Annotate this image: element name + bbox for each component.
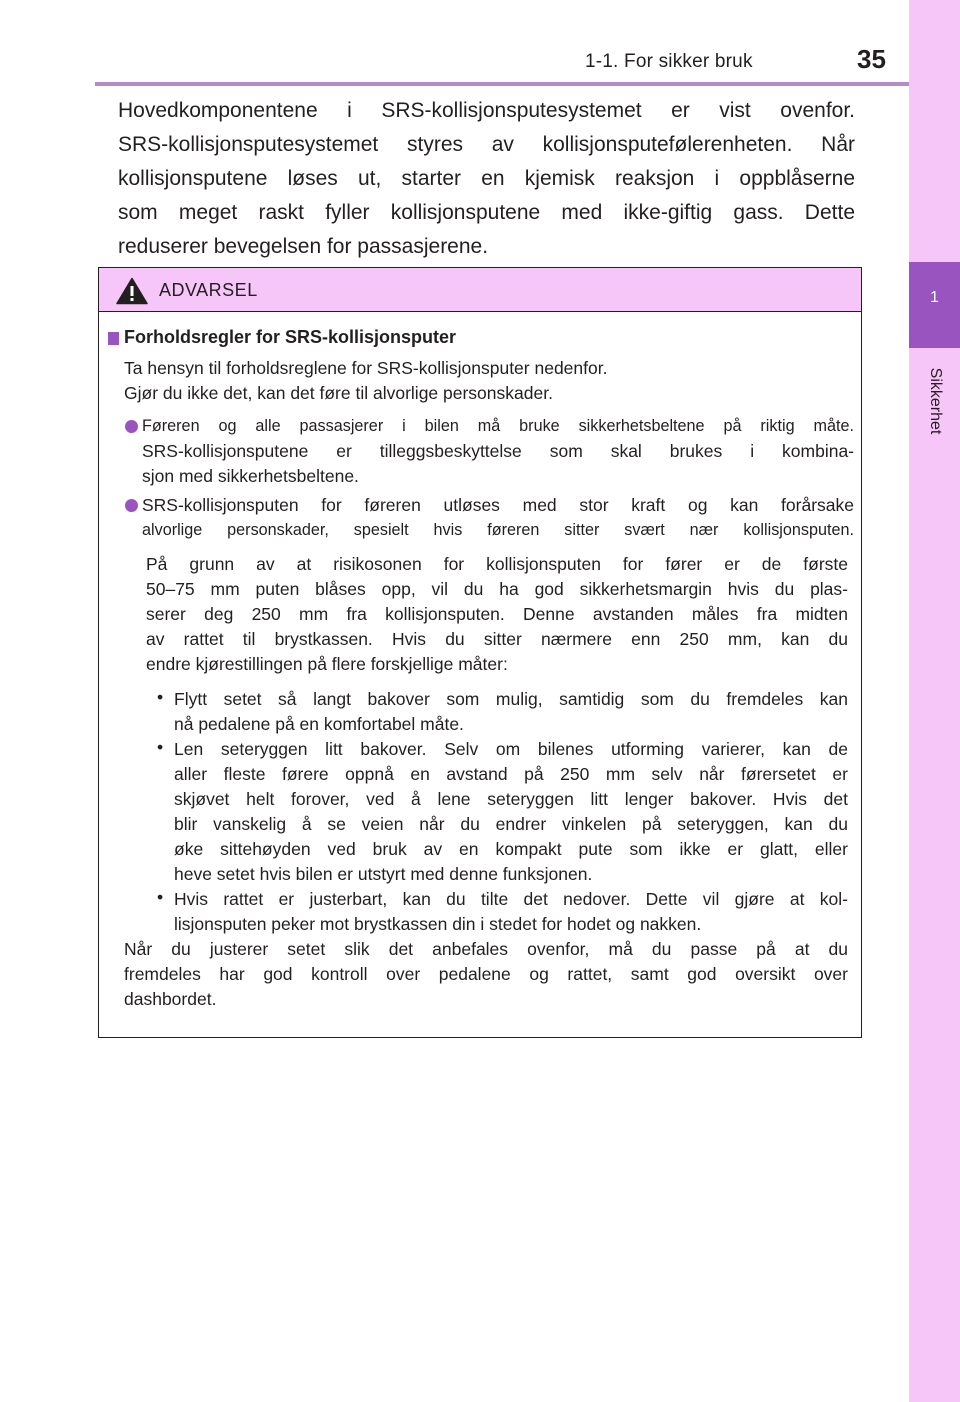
bullet-item-3 <box>174 887 848 937</box>
intro-line: Hovedkomponentene i SRS-kollisjonsputesystemet er vist ovenfor. <box>118 99 855 122</box>
intro-line: SRS-kollisjonsputesystemet styres av kollisjonsputefølerenheten. Når <box>118 133 855 156</box>
bullet-item-2 <box>174 737 848 887</box>
round-bullet-icon <box>125 420 138 433</box>
square-bullet-icon <box>108 332 119 345</box>
bullet-line: skjøvet helt forover, ved å lene seteryggen litt lenger bakover. Hvis det <box>174 789 848 809</box>
bullet-line: Len seteryggen litt bakover. Selv om bilenes utforming varierer, kan de <box>174 739 848 759</box>
paragraph-line: av rattet til brystkassen. Hvis du sitter nærmere enn 250 mm, kan du <box>146 629 848 649</box>
point-line: Føreren og alle passasjerer i bilen må bruke sikkerhetsbeltene på riktig måte. <box>142 417 854 435</box>
page-number: 35 <box>857 44 886 74</box>
bullet-marker: • <box>157 887 164 907</box>
bullet-line: lisjonsputen peker mot brystkassen din i stedet for hodet og nakken. <box>174 914 702 934</box>
bullet-line: Hvis rattet er justerbart, kan du tilte det nedover. Dette vil gjøre at kol- <box>174 889 848 909</box>
paragraph-line: På grunn av at risikosonen for kollisjonsputen for fører er de første <box>146 554 848 574</box>
warning-header <box>99 268 861 312</box>
warning-closing <box>124 937 848 1012</box>
round-bullet-icon <box>125 499 138 512</box>
warning-box <box>98 267 862 1038</box>
bullet-line: nå pedalene på en komfortabel måte. <box>174 714 464 734</box>
bullet-line: blir vanskelig å se veien når du endrer vinkelen på seteryggen, kan du <box>174 814 848 834</box>
point-line: alvorlige personskader, spesielt hvis føreren sitter svært nær kollisjonsputen. <box>142 521 854 539</box>
side-tab-strip <box>909 0 960 1402</box>
intro-line: reduserer bevegelsen for passasjerene. <box>118 235 489 258</box>
closing-line: fremdeles har god kontroll over pedalene og rattet, samt god oversikt over <box>124 964 848 984</box>
bullet-marker: • <box>157 737 164 757</box>
point-line: SRS-kollisjonsputen for føreren utløses med stor kraft og kan forårsake <box>142 495 854 515</box>
section-title: 1-1. For sikker bruk <box>585 51 753 72</box>
closing-line: Når du justerer setet slik det anbefales ovenfor, må du passe på at du <box>124 939 848 959</box>
warning-intro-line: Gjør du ikke det, kan det føre til alvorlige personskader. <box>124 383 553 403</box>
bullet-line: heve setet hvis bilen er utstyrt med denne funksjonen. <box>174 864 593 884</box>
closing-line: dashbordet. <box>124 989 217 1009</box>
warning-point-1 <box>142 414 854 489</box>
paragraph-line: endre kjørestillingen på flere forskjellige måter: <box>146 654 508 674</box>
warning-subheading: Forholdsregler for SRS-kollisjonsputer <box>124 327 457 347</box>
warning-intro-line: Ta hensyn til forholdsreglene for SRS-kollisjonsputer nedenfor. <box>124 358 608 378</box>
warning-point-2 <box>142 493 854 543</box>
warning-title: ADVARSEL <box>159 280 258 300</box>
point-line: SRS-kollisjonsputene er tilleggsbeskyttelse som skal brukes i kombina- <box>142 441 854 461</box>
chapter-label-tab <box>917 356 953 446</box>
bullet-marker: • <box>157 687 164 707</box>
warning-triangle-icon <box>116 277 148 305</box>
intro-line: kollisjonsputene løses ut, starter en kjemisk reaksjon i oppblåserne <box>118 167 855 190</box>
chapter-number-tab: 1 <box>909 262 960 348</box>
point-line: sjon med sikkerhetsbeltene. <box>142 466 359 486</box>
paragraph-line: serer deg 250 mm fra kollisjonsputen. Denne avstanden måles fra midten <box>146 604 848 624</box>
warning-intro <box>124 356 844 406</box>
bullet-line: Flytt setet så langt bakover som mulig, samtidig som du fremdeles kan <box>174 689 848 709</box>
chapter-label-text: Sikkerhet <box>927 367 944 435</box>
intro-line: som meget raskt fyller kollisjonsputene med ikke-giftig gass. Dette <box>118 201 855 224</box>
warning-paragraph <box>146 552 848 677</box>
bullet-line: øke sittehøyden ved bruk av en kompakt pute som ikke er glatt, eller <box>174 839 848 859</box>
bullet-line: aller fleste førere oppnå en avstand på 250 mm selv når førersetet er <box>174 764 848 784</box>
intro-paragraph <box>118 94 855 264</box>
header-rule <box>95 82 909 86</box>
paragraph-line: 50–75 mm puten blåses opp, vil du ha god sikkerhetsmargin hvis du plas- <box>146 579 848 599</box>
bullet-item-1 <box>174 687 848 737</box>
